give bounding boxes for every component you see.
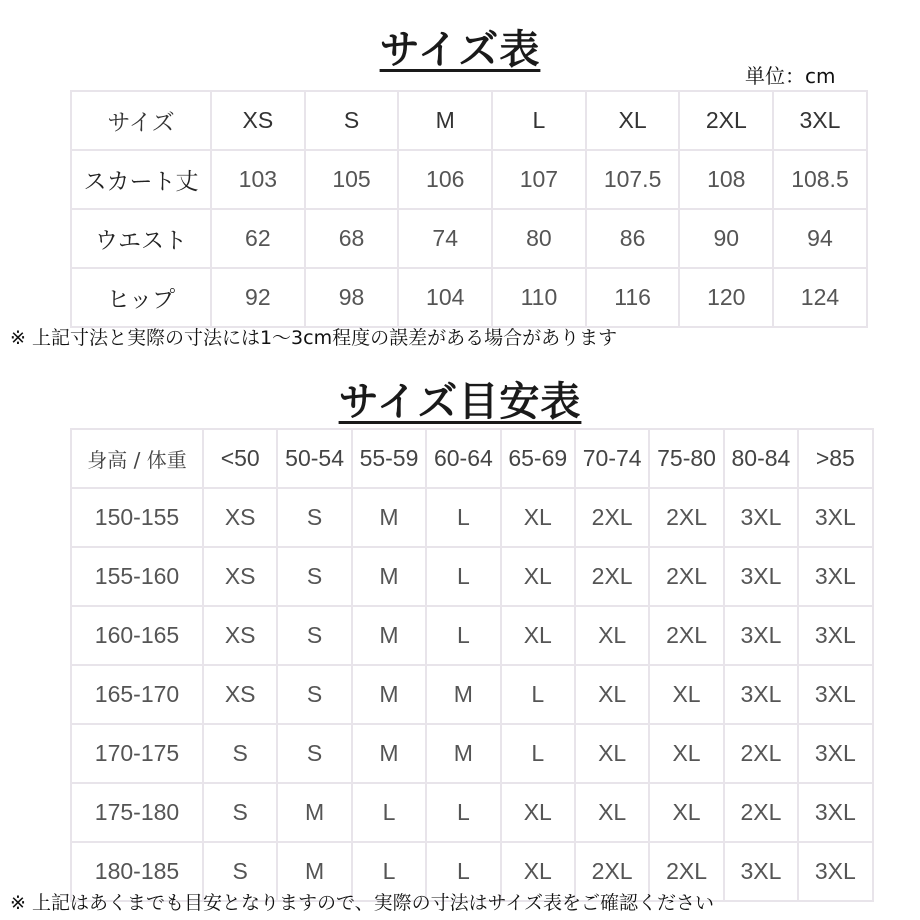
table-cell: 98 [305,268,399,327]
size-chart-table [70,90,868,328]
row-header-cell: スカート丈 [71,150,211,209]
table-cell: S [203,842,277,901]
size-chart-row [71,268,867,327]
table-cell: S [277,606,351,665]
table-cell: 94 [773,209,867,268]
table-cell: 103 [211,150,305,209]
size-chart-row [71,150,867,209]
corner-header-cell: 身高 / 体重 [71,429,203,488]
column-header-cell: 60-64 [426,429,500,488]
row-header-cell: ウエスト [71,209,211,268]
column-header-cell: XL [586,91,680,150]
table-cell: 3XL [724,488,798,547]
table-cell: 3XL [798,547,872,606]
table-cell: 2XL [575,488,649,547]
table-cell: 3XL [798,783,872,842]
column-header-cell: 55-59 [352,429,426,488]
table-cell: 2XL [724,783,798,842]
table-cell: 2XL [575,547,649,606]
table-cell: S [277,488,351,547]
table-cell: 124 [773,268,867,327]
table-cell: XL [575,724,649,783]
table-cell: XL [501,547,575,606]
table-cell: 90 [679,209,773,268]
table-cell: M [277,842,351,901]
table-cell: 116 [586,268,680,327]
table-cell: 3XL [724,547,798,606]
table-cell: 105 [305,150,399,209]
table-cell: 86 [586,209,680,268]
size-guide-row [71,665,873,724]
table-cell: XL [501,842,575,901]
table-cell: M [426,665,500,724]
table-cell: XL [501,783,575,842]
table-cell: XS [203,665,277,724]
table-cell: 110 [492,268,586,327]
table-cell: 107.5 [586,150,680,209]
size-chart-row [71,209,867,268]
table-cell: 62 [211,209,305,268]
column-header-cell: 50-54 [277,429,351,488]
row-header-cell: 165-170 [71,665,203,724]
size-chart-title-text: サイズ表 [379,27,541,73]
header-row [71,429,873,488]
table-cell: M [277,783,351,842]
table-cell: 3XL [724,665,798,724]
table-cell: XL [575,783,649,842]
table-cell: L [426,783,500,842]
size-guide-title [0,370,920,427]
table-cell: 3XL [798,724,872,783]
table-cell: M [352,665,426,724]
table-cell: 2XL [649,488,723,547]
table-cell: 74 [398,209,492,268]
column-header-cell: S [305,91,399,150]
column-header-cell: 2XL [679,91,773,150]
table-cell: 3XL [798,665,872,724]
size-guide-row [71,547,873,606]
table-cell: M [352,488,426,547]
size-guide-row [71,783,873,842]
size-guide-table [70,428,874,902]
table-cell: M [352,547,426,606]
table-cell: 108.5 [773,150,867,209]
table-cell: L [352,783,426,842]
column-header-cell: 80-84 [724,429,798,488]
table-cell: M [352,724,426,783]
size-guide-note: ※ 上記はあくまでも目安となりますので、実際の寸法はサイズ表をご確認ください [10,892,715,914]
table-cell: 107 [492,150,586,209]
table-cell: XL [575,665,649,724]
row-header-cell: 180-185 [71,842,203,901]
column-header-cell: >85 [798,429,872,488]
corner-header-cell: サイズ [71,91,211,150]
size-guide-row [71,606,873,665]
row-header-cell: 175-180 [71,783,203,842]
size-chart-note: ※ 上記寸法と実際の寸法には1〜3cm程度の誤差がある場合があります [10,327,618,349]
row-header-cell: ヒップ [71,268,211,327]
table-cell: 80 [492,209,586,268]
unit-label: 単位：cm [745,64,836,88]
table-cell: S [277,665,351,724]
table-cell: 120 [679,268,773,327]
table-cell: S [277,547,351,606]
column-header-cell: 65-69 [501,429,575,488]
size-guide-row [71,488,873,547]
table-cell: 106 [398,150,492,209]
table-cell: L [426,547,500,606]
column-header-cell: M [398,91,492,150]
table-cell: 2XL [649,606,723,665]
table-cell: XL [649,783,723,842]
column-header-cell: L [492,91,586,150]
table-cell: 3XL [798,842,872,901]
table-cell: 2XL [649,842,723,901]
column-header-cell: 70-74 [575,429,649,488]
row-header-cell: 170-175 [71,724,203,783]
table-cell: 108 [679,150,773,209]
row-header-cell: 150-155 [71,488,203,547]
table-cell: L [501,724,575,783]
column-header-cell: 3XL [773,91,867,150]
row-header-cell: 155-160 [71,547,203,606]
table-cell: 2XL [724,724,798,783]
column-header-cell: 75-80 [649,429,723,488]
table-cell: 3XL [798,488,872,547]
size-guide-row [71,724,873,783]
table-cell: XL [501,606,575,665]
table-cell: XL [501,488,575,547]
table-cell: 2XL [649,547,723,606]
table-cell: 92 [211,268,305,327]
table-cell: XL [575,606,649,665]
table-cell: L [501,665,575,724]
header-row [71,91,867,150]
table-cell: 3XL [724,606,798,665]
table-cell: L [352,842,426,901]
size-guide-title-text: サイズ目安表 [338,379,582,425]
table-cell: XS [203,547,277,606]
table-cell: XS [203,488,277,547]
table-cell: 3XL [724,842,798,901]
table-cell: S [203,724,277,783]
table-cell: XL [649,724,723,783]
table-cell: S [203,783,277,842]
table-cell: 3XL [798,606,872,665]
column-header-cell: <50 [203,429,277,488]
table-cell: S [277,724,351,783]
table-cell: L [426,606,500,665]
table-cell: XS [203,606,277,665]
table-cell: 2XL [575,842,649,901]
row-header-cell: 160-165 [71,606,203,665]
table-cell: 104 [398,268,492,327]
table-cell: L [426,488,500,547]
table-cell: M [352,606,426,665]
table-cell: L [426,842,500,901]
table-cell: M [426,724,500,783]
column-header-cell: XS [211,91,305,150]
table-cell: XL [649,665,723,724]
table-cell: 68 [305,209,399,268]
